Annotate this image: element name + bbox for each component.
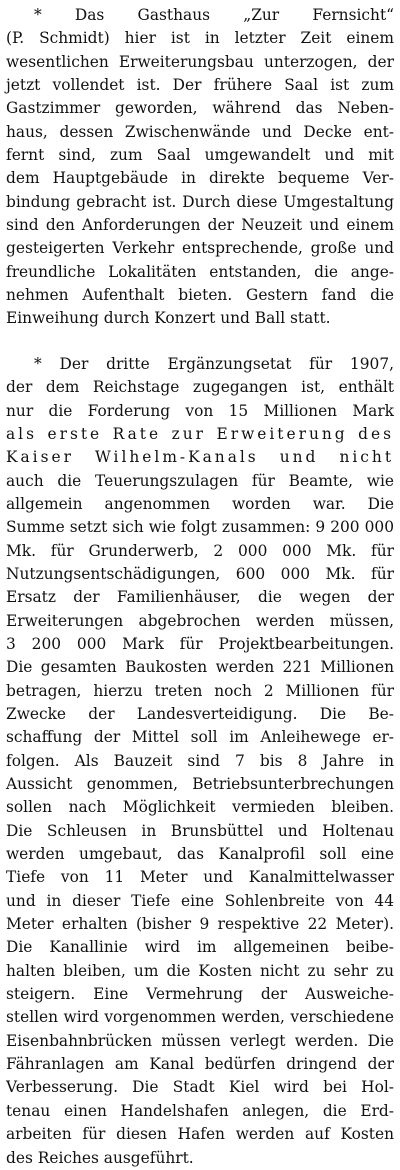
text-line: halten bleiben, um die Kosten nicht zu sehr zu [6,961,394,980]
text-line: freundliche Lokalitäten entstanden, die ange- [6,262,394,281]
text-line: wesentlichen Erweiterungsbau unterzogen, der [6,52,394,71]
text-line: fernt sind, zum Saal umgewandelt und mit [6,146,394,165]
text-line: als erste Rate zur Erweiterung des [6,424,394,443]
text-line: Erweiterungen abgebrochen werden müssen, [6,611,394,630]
text-line: Eisenbahnbrücken müssen verlegt werden. Die [6,1031,394,1050]
text-line: gesteigerten Verkehr entsprechende, große und [6,239,394,258]
text-line: auch die Teuerungszulagen für Beamte, wie [6,471,394,490]
text-line: stellen wird vorgenommen werden, verschiedene [6,1008,394,1027]
text-line: haus, dessen Zwischenwände und Decke ent- [6,122,394,141]
text-line: 3 200 000 Mark für Projektbearbeitungen. [6,634,394,653]
article-gasthaus-fernsicht [6,4,394,331]
text-line: tenau einen Handelshafen anlegen, die Erd- [6,1101,394,1120]
text-line: Meter erhalten (bisher 9 respektive 22 Meter). [6,915,394,934]
text-line: folgen. Als Bauzeit sind 7 bis 8 Jahre in [6,751,394,770]
text-line: und in dieser Tiefe eine Sohlenbreite von 44 [6,891,394,910]
text-line: werden umgebaut, das Kanalprofil soll eine [6,845,394,864]
text-line: Mk. für Grunderwerb, 2 000 000 Mk. für [6,541,394,560]
text-line: der dem Reichstage zugegangen ist, enthält [6,378,394,397]
text-line: Summe setzt sich wie folgt zusammen: 9 200 000 [6,518,394,537]
text-line: schaffung der Mittel soll im Anleihewege er- [6,728,394,747]
text-line: (P. Schmidt) hier ist in letzter Zeit einem [6,29,394,48]
text-line: des Reiches ausgeführt. [6,1148,194,1167]
text-line: nehmen Aufenthalt bieten. Gestern fand die [6,286,394,305]
text-line: Fähranlagen am Kanal bedürfen dringend der [6,1055,394,1074]
text-line: jetzt vollendet ist. Der frühere Saal ist zum [6,76,394,95]
text-line: Die Schleusen in Brunsbüttel und Holtenau [6,821,394,840]
text-line: Verbesserung. Die Stadt Kiel wird bei Hol- [6,1078,394,1097]
text-line: Die Kanallinie wird im allgemeinen beibe- [6,938,394,957]
text-line: Gastzimmer geworden, während das Neben- [6,99,394,118]
text-line: Einweihung durch Konzert und Ball statt. [6,309,331,328]
text-line: dem Hauptgebäude in direkte bequeme Ver- [6,169,394,188]
text-line: Kaiser Wilhelm-Kanals und nicht [6,448,394,467]
text-line: steigern. Eine Vermehrung der Ausweiche- [6,985,394,1004]
article-ergaenzungsetat-1907 [6,353,394,1170]
text-line: Aussicht genommen, Betriebsunterbrechungen [6,775,394,793]
newspaper-column [6,4,394,1170]
text-line: Tiefe von 11 Meter und Kanalmittelwasser [6,868,394,887]
text-line: * Das Gasthaus „Zur Fernsicht“ [34,6,394,24]
text-line: Nutzungsentschädigungen, 600 000 Mk. für [6,564,394,583]
text-line: Ersatz der Familienhäuser, die wegen der [6,588,394,607]
text-line: allgemein angenommen worden war. Die [6,494,394,513]
text-line: nur die Forderung von 15 Millionen Mark [6,401,394,420]
text-line: Zwecke der Landesverteidigung. Die Be- [6,704,394,723]
text-line: bindung gebracht ist. Durch diese Umgestaltung [6,192,394,211]
text-line: sind den Anforderungen der Neuzeit und einem [6,216,394,235]
text-line: betragen, hierzu treten noch 2 Millionen für [6,681,394,700]
text-line: * Der dritte Ergänzungsetat für 1907, [34,354,394,373]
text-line: sollen nach Möglichkeit vermieden bleiben. [6,798,394,817]
text-line: arbeiten für diesen Hafen werden auf Kosten [6,1125,394,1144]
text-line: Die gesamten Baukosten werden 221 Millionen [6,658,394,677]
